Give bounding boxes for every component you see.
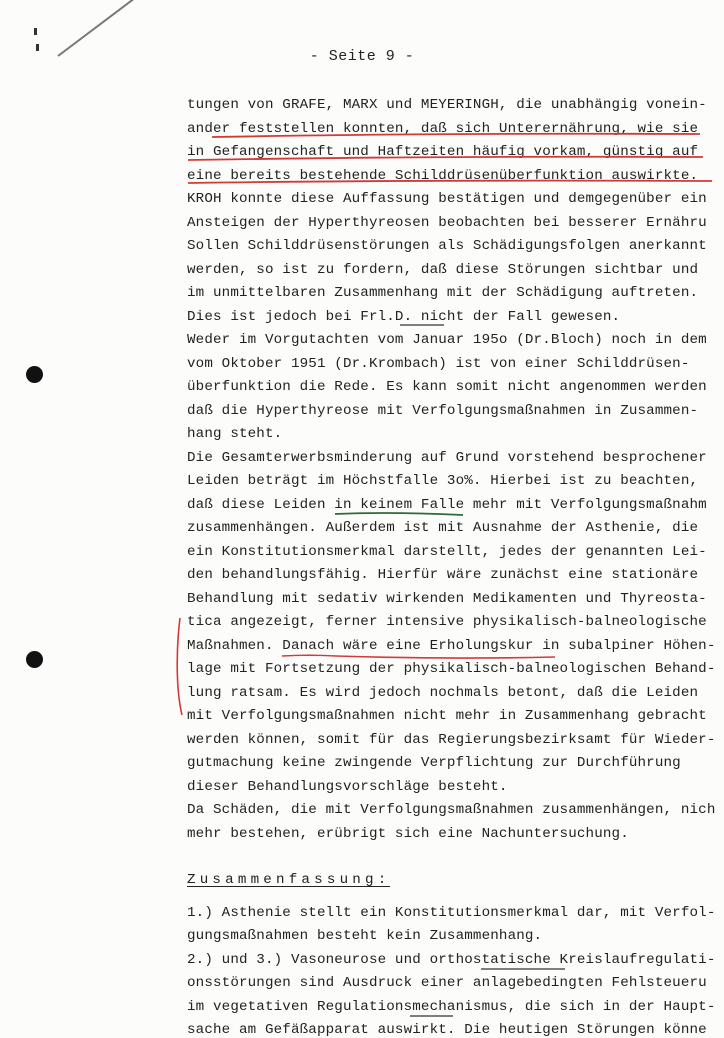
text-line: hang steht.: [187, 426, 283, 442]
summary-line: gungsmaßnahmen besteht kein Zusammenhang.: [187, 928, 543, 944]
text-line: Sollen Schilddrüsenstörungen als Schädigungsfolgen anerkannt: [187, 238, 707, 254]
text-line: Behandlung mit sedativ wirkenden Medikamenten und Thyreosta-: [187, 591, 707, 607]
text-line: daß die Hyperthyreose mit Verfolgungsmaßnahmen in Zusammen-: [187, 403, 699, 419]
text-line: ein Konstitutionsmerkmal darstellt, jedes der genannten Lei-: [187, 544, 707, 560]
text-line: eine bereits bestehende Schilddrüsenüberfunktion auswirkte.: [187, 168, 699, 184]
red-margin-line: [177, 618, 182, 715]
page-header: - Seite 9 -: [309, 48, 415, 65]
text-line: überfunktion die Rede. Es kann somit nicht angenommen werden: [187, 379, 707, 395]
text-line: daß diese Leiden in keinem Falle mehr mit Verfolgungsmaßnahm: [187, 497, 707, 513]
text-line: Ansteigen der Hyperthyreosen beobachten bei besserer Ernähru: [187, 215, 707, 231]
text-line: gutmachung keine zwingende Verpflichtung zur Durchführung: [187, 755, 681, 771]
red-underline-mark: [336, 656, 555, 658]
text-line: ander feststellen konnten, daß sich Unterernährung, wie sie: [187, 121, 699, 137]
text-line: den behandlungsfähig. Hierfür wäre zunächst eine stationäre: [187, 567, 699, 583]
text-line: Maßnahmen. Danach wäre eine Erholungskur in subalpiner Höhen-: [187, 638, 716, 654]
section-heading: Zusammenfassung:: [187, 872, 391, 888]
summary-line: im vegetativen Regulationsmechanismus, die sich in der Haupt-: [187, 999, 716, 1015]
text-line: KROH konnte diese Auffassung bestätigen und demgegenüber ein: [187, 191, 707, 207]
summary-line: onsstörungen sind Ausdruck einer anlagebedingten Fehlsteueru: [187, 975, 707, 991]
text-line: mit Verfolgungsmaßnahmen nicht mehr in Zusammenhang gebracht: [187, 708, 707, 724]
text-line: zusammenhängen. Außerdem ist mit Ausnahme der Asthenie, die: [187, 520, 699, 536]
text-line: in Gefangenschaft und Haftzeiten häufig vorkam, günstig auf: [187, 144, 699, 160]
summary-line: sache am Gefäßapparat auswirkt. Die heutigen Störungen könne: [187, 1022, 707, 1038]
text-line: lung ratsam. Es wird jedoch nochmals betont, daß die Leiden: [187, 685, 699, 701]
text-line: im unmittelbaren Zusammenhang mit der Schädigung auftreten.: [187, 285, 699, 301]
summary-line: 1.) Asthenie stellt ein Konstitutionsmerkmal dar, mit Verfol-: [187, 905, 716, 921]
text-line: werden, so ist zu fordern, daß diese Störungen sichtbar und: [187, 262, 699, 278]
red-underline-mark: [188, 181, 712, 183]
text-line: Die Gesamterwerbsminderung auf Grund vorstehend besprochener: [187, 450, 707, 466]
green-underline-mark: [335, 513, 463, 515]
text-line: tungen von GRAFE, MARX und MEYERINGH, die unabhängig vonein-: [187, 97, 707, 113]
text-line: werden können, somit für das Regierungsbezirksamt für Wieder-: [187, 732, 716, 748]
red-underline-mark: [188, 157, 703, 160]
text-line: Weder im Vorgutachten vom Januar 195o (Dr.Bloch) noch in dem: [187, 332, 707, 348]
text-line: Da Schäden, die mit Verfolgungsmaßnahmen zusammenhängen, nich: [187, 802, 716, 818]
text-line: dieser Behandlungsvorschläge besteht.: [187, 779, 508, 795]
text-line: vom Oktober 1951 (Dr.Krombach) ist von einer Schilddrüsen-: [187, 356, 690, 372]
text-line: lage mit Fortsetzung der physikalisch-balneologischen Behand-: [187, 661, 716, 677]
red-underline-mark: [212, 134, 700, 137]
text-line: Dies ist jedoch bei Frl.D. nicht der Fall gewesen.: [187, 309, 621, 325]
red-underline-mark: [282, 655, 336, 656]
text-line: mehr bestehen, erübrigt sich eine Nachuntersuchung.: [187, 826, 629, 842]
summary-line: 2.) und 3.) Vasoneurose und orthostatische Kreislaufregulati-: [187, 952, 716, 968]
text-line: Leiden beträgt im Höchstfalle 3o%. Hierbei ist zu beachten,: [187, 473, 699, 489]
text-line: tica angezeigt, ferner intensive physikalisch-balneologische: [187, 614, 707, 630]
